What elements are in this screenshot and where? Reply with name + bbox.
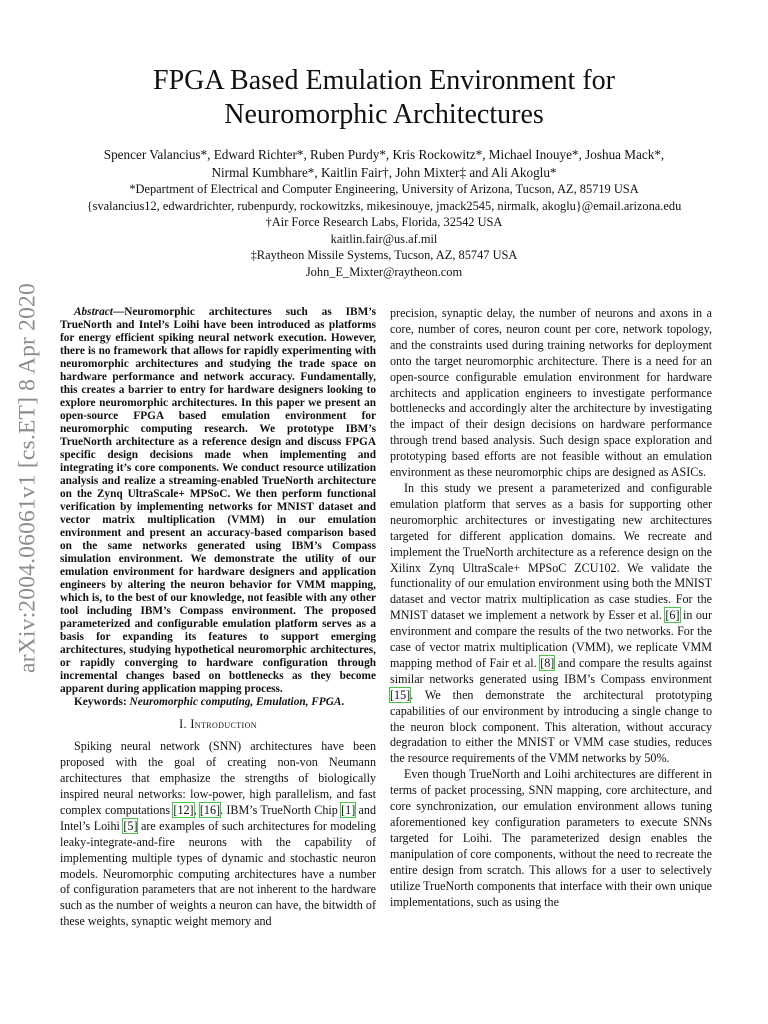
intro-paragraph <box>60 739 376 930</box>
study-text-d: . We then demonstrate the architectural prototyping capabilities of our environment by introducing a single change to the neuron block component. This alteration, without accuracy degradation to either the MNIST or VMM case studies, reduces the resource requirements of the VMM networks by 50%. <box>390 687 712 766</box>
abstract-label: Abstract <box>74 306 113 318</box>
citation-16[interactable]: [16] <box>199 802 221 817</box>
abstract <box>60 306 376 696</box>
email-afrl: kaitlin.fair@us.af.mil <box>330 231 438 246</box>
right-column <box>390 306 712 910</box>
intro-text-b: . IBM’s TrueNorth Chip <box>220 802 342 817</box>
paragraph-continuation: precision, synaptic delay, the number of neurons and axons in a core, number of cores, neuron count per core, network topology, and the constraints used during training networks for deployment onto the target neuromorphic architecture. There is a need for an open-source configurable emulation environment for hardware architects and application engineers to investigate performance bottlenecks and accordingly alter the architecture by investigating the impact of their design decisions on hardware performance through trend based analysis. Such design space exploration and prototyping based efforts are not feasible without an emulation environment as these neuromorphic chips are designed as ASICs. <box>390 306 712 480</box>
keywords-label: Keywords: <box>74 696 130 708</box>
author-list <box>70 146 698 181</box>
paragraph-study <box>390 481 712 767</box>
keywords-end: . <box>341 696 345 708</box>
paper-title <box>70 64 698 132</box>
intro-text-c: and Intel’s Loihi <box>60 802 376 833</box>
section-heading-introduction: I. Introduction <box>179 717 257 732</box>
citation-12[interactable]: [12] <box>173 802 194 817</box>
email-raytheon: John_E_Mixter@raytheon.com <box>305 264 463 279</box>
keywords <box>60 696 376 709</box>
abstract-text: —Neuromorphic architectures such as IBM’s TrueNorth and Intel’s Loihi have been introduced as platforms for energy efficient spiking neural network execution. However, there is no framework that allows for rapidly experimenting with neuromorphic architectures and studying the trade space on hardware performance and network accuracy. Fundamentally, this creates a barrier to entry for hardware designers looking to explore neuromorphic architectures. In this paper we present an open-source FPGA based emulation environment for neuromorphic computing research. We prototype IBM’s TrueNorth architecture as a reference design and discuss FPGA specific design decisions made when implementing and integrating it’s core components. We conduct resource utilization analysis and realize a streaming-enabled TrueNorth architecture on the Zynq UltraScale+ MPSoC. We then perform functional verification by implementing networks for MNIST dataset and vector matrix multiplication (VMM) in our emulation environment and present an accuracy-based comparison based on the same networks generated using IBM’s Compass simulation environment. We demonstrate the utility of our emulation environment for hardware designers and application engineers by altering the neuron behavior for VMM mapping, which is, to the best of our knowledge, not feasible with any other tool including IBM’s Compass environment. The proposed parameterized and configurable emulation platform serves as a basis for expanding its features to support emerging architectures, studying hypothetical neuromorphic architectures, or rapidly converging to hardware configuration through incremental changes based on bottlenecks as they become apparent during application mapping process. <box>60 306 376 695</box>
email-arizona: {svalancius12, edwardrichter, rubenpurdy, rockowitzks, mikesinouye, jmack2545, nirmalk, akoglu}@email.arizona.edu <box>86 198 682 213</box>
authors-line-1: Spencer Valancius*, Edward Richter*, Ruben Purdy*, Kris Rockowitz*, Michael Inouye*, Joshua Mack*, <box>103 147 665 162</box>
citation-6[interactable]: [6] <box>665 608 680 623</box>
citation-5[interactable]: [5] <box>123 818 138 833</box>
title-line-2: Neuromorphic Architectures <box>224 99 544 130</box>
affiliation-arizona: *Department of Electrical and Computer Engineering, University of Arizona, Tucson, AZ, 85719 USA <box>129 182 639 196</box>
study-text-c: and compare the results against similar networks generated using IBM’s Compass environment <box>390 655 712 686</box>
left-column <box>60 306 376 930</box>
affiliation-afrl: †Air Force Research Labs, Florida, 32542 USA <box>265 215 503 229</box>
citation-8[interactable]: [8] <box>540 655 555 670</box>
intro-sep: , <box>193 802 200 817</box>
paragraph-loihi: Even though TrueNorth and Loihi architectures are different in terms of packet processing, SNN mapping, core architecture, and core synchronization, our emulation environment allows tuning aforementioned key configuration parameters to execute SNNs targeted for Loihi. The parameterized design enables the manipulation of core components, without the need to recreate the entire design from scratch. This allows for a user to selectively utilize TrueNorth components that interface with their own unique implementations, such as using the <box>390 767 712 909</box>
keywords-text: Neuromorphic computing, Emulation, FPGA <box>129 696 342 708</box>
intro-text-d: are examples of such architectures for modeling leaky-integrate-and-fire neurons with the capability of implementing multiple types of dynamic and stochastic neuron models. Neuromorphic computing architectures have a number of configuration parameters that are not inherent to the hardware such as the number of weights a neuron can have, the bitwidth of these weights, synaptic weight memory and <box>60 818 376 929</box>
study-text-a: In this study we present a parameterized and configurable emulation platform that serves as a basis for supporting other neuromorphic architectures or investigating new architectures targeted for different application domains. We recreate and implement the TrueNorth architecture as a reference design on the Xilinx Zynq UltraScale+ MPSoC ZCU102. We validate the functionality of our emulation environment using both the MNIST dataset and vector matrix multiplication as case studies. For the MNIST dataset we implement a network by Esser et al. <box>390 480 712 623</box>
citation-1[interactable]: [1] <box>341 802 356 817</box>
arxiv-identifier-stamp <box>2 0 54 1024</box>
title-line-1: FPGA Based Emulation Environment for <box>153 65 615 96</box>
authors-line-2: Nirmal Kumbhare*, Kaitlin Fair†, John Mixter‡ and Ali Akoglu* <box>211 164 557 180</box>
intro-text-a: Spiking neural network (SNN) architectures have been proposed with the goal of creating non-von Neumann architectures that emphasize the strengths of biologically inspired neural networks: low-power, high parallelism, and fast complex computations <box>60 739 376 817</box>
title-block <box>70 64 698 280</box>
affiliation-raytheon: ‡Raytheon Missile Systems, Tucson, AZ, 85747 USA <box>250 248 518 262</box>
citation-15[interactable]: [15] <box>390 687 411 702</box>
study-text-b: in our environment and compare the results of the two networks. For the case of vector matrix multiplication (VMM), we replicate VMM mapping method of Fair et al. <box>390 608 713 670</box>
affiliations <box>70 181 698 280</box>
body-columns <box>60 306 712 1006</box>
arxiv-id-text: arXiv:2004.06061v1 [cs.ET] 8 Apr 2020 <box>14 283 41 673</box>
